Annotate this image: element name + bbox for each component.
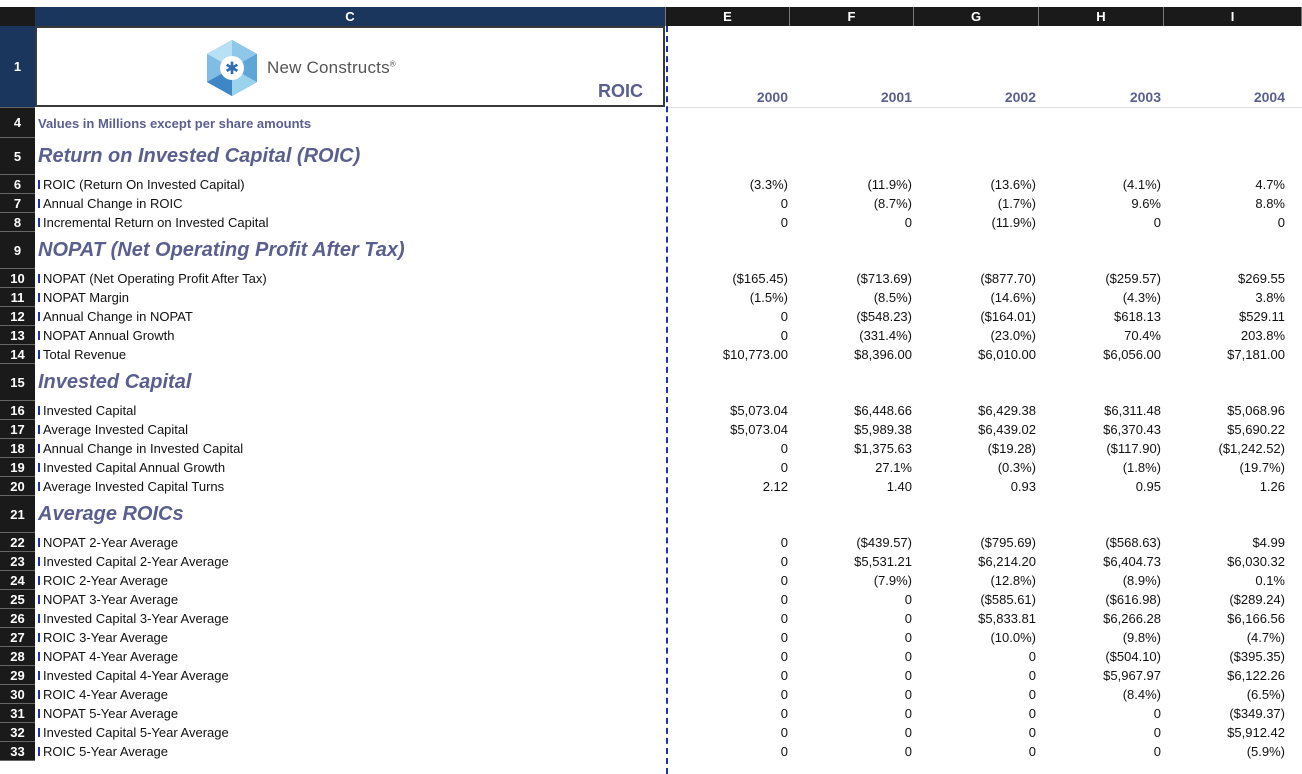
value-cell[interactable]: 0 xyxy=(780,630,788,645)
value-cell[interactable]: 203.8% xyxy=(1240,328,1285,343)
row-label-text: ROIC (Return On Invested Capital) xyxy=(43,177,245,192)
value-cell[interactable]: $6,404.73 xyxy=(1103,554,1161,569)
value-cell[interactable]: $4.99 xyxy=(1252,535,1285,550)
row-label-text: Total Revenue xyxy=(43,347,127,362)
cell-marker xyxy=(38,690,40,699)
row-label-text: NOPAT 3-Year Average xyxy=(43,592,179,607)
row-header-4[interactable]: 4 xyxy=(0,108,35,138)
value-cell[interactable]: 0 xyxy=(1153,215,1161,230)
row-label-text: Average Invested Capital xyxy=(43,422,189,437)
value-cell[interactable]: 0.95 xyxy=(1135,479,1161,494)
row-label-text: Annual Change in NOPAT xyxy=(43,309,193,324)
row-label[interactable] xyxy=(38,723,229,742)
row-header-6[interactable]: 6 xyxy=(0,175,35,194)
row-label-text: ROIC 2-Year Average xyxy=(43,573,169,588)
value-cell[interactable]: 0 xyxy=(780,649,788,664)
value-cell[interactable]: 0 xyxy=(904,215,912,230)
value-cell[interactable]: 0 xyxy=(780,535,788,550)
column-header-c[interactable]: C xyxy=(35,7,666,26)
value-cell[interactable]: (1.7%) xyxy=(997,196,1036,211)
row-header-20[interactable]: 20 xyxy=(0,477,35,496)
value-cell[interactable]: 0 xyxy=(780,460,788,475)
row-label-text: Average Invested Capital Turns xyxy=(43,479,225,494)
value-cell[interactable]: ($349.37) xyxy=(1229,706,1285,721)
row-label[interactable] xyxy=(38,742,168,761)
value-cell[interactable]: 0 xyxy=(904,649,912,664)
row-label[interactable] xyxy=(38,628,168,647)
value-cell[interactable]: (4.1%) xyxy=(1122,177,1161,192)
value-cell[interactable]: 0.1% xyxy=(1255,573,1285,588)
row-header-10[interactable]: 10 xyxy=(0,269,35,288)
row-label[interactable] xyxy=(38,307,193,326)
row-header-27[interactable]: 27 xyxy=(0,628,35,647)
value-cell[interactable]: 0 xyxy=(780,554,788,569)
value-cell[interactable]: (11.9%) xyxy=(991,215,1036,230)
row-label[interactable] xyxy=(38,175,245,194)
value-cell[interactable]: 0 xyxy=(904,592,912,607)
value-cell[interactable]: $618.13 xyxy=(1114,309,1161,324)
row-label-text: Incremental Return on Invested Capital xyxy=(43,215,269,230)
value-cell[interactable]: (1.5%) xyxy=(749,290,788,305)
row-label-text: ROIC 4-Year Average xyxy=(43,687,169,702)
row-label[interactable] xyxy=(38,401,136,420)
value-cell[interactable]: ($289.24) xyxy=(1229,592,1285,607)
column-header-g[interactable]: G xyxy=(914,7,1039,26)
value-cell[interactable]: 0 xyxy=(904,668,912,683)
row-header-15[interactable]: 15 xyxy=(0,364,35,401)
row-label[interactable] xyxy=(38,590,178,609)
cell-marker xyxy=(38,444,40,453)
value-cell[interactable]: 0 xyxy=(780,706,788,721)
row-label-text: Invested Capital 5-Year Average xyxy=(43,725,229,740)
value-cell[interactable]: ($568.63) xyxy=(1105,535,1161,550)
value-cell[interactable]: 27.1% xyxy=(875,460,912,475)
cell-marker xyxy=(38,557,40,566)
row-header-32[interactable]: 32 xyxy=(0,723,35,742)
value-cell[interactable]: (0.3%) xyxy=(997,460,1036,475)
value-cell[interactable]: $5,833.81 xyxy=(978,611,1036,626)
value-cell[interactable]: $6,311.48 xyxy=(1104,403,1161,418)
value-cell[interactable]: $1,375.63 xyxy=(854,441,912,456)
row-label-text: Invested Capital 4-Year Average xyxy=(43,668,229,683)
row-header-31[interactable]: 31 xyxy=(0,704,35,723)
row-header-9[interactable]: 9 xyxy=(0,232,35,269)
cell-marker xyxy=(38,747,40,756)
value-cell[interactable]: 0 xyxy=(780,215,788,230)
column-header-f[interactable]: F xyxy=(790,7,914,26)
value-cell[interactable]: (4.7%) xyxy=(1246,630,1285,645)
row-header-14[interactable]: 14 xyxy=(0,345,35,364)
row-label-text: Annual Change in Invested Capital xyxy=(43,441,244,456)
row-header-28[interactable]: 28 xyxy=(0,647,35,666)
row-label-text: Average ROICs xyxy=(38,503,184,525)
value-cell[interactable]: $5,912.42 xyxy=(1227,725,1285,740)
value-cell[interactable]: 2.12 xyxy=(762,479,788,494)
row-header-25[interactable]: 25 xyxy=(0,590,35,609)
value-cell[interactable]: 0 xyxy=(1153,725,1161,740)
value-cell[interactable]: (8.4%) xyxy=(1122,687,1161,702)
value-cell[interactable]: 3.8% xyxy=(1255,290,1285,305)
row-label[interactable] xyxy=(38,420,188,439)
row-label-text: Invested Capital 3-Year Average xyxy=(43,611,229,626)
section-heading[interactable] xyxy=(38,138,360,175)
value-cell[interactable]: 1.40 xyxy=(886,479,912,494)
row-header-21[interactable]: 21 xyxy=(0,496,35,533)
value-cell[interactable]: $6,056.00 xyxy=(1103,347,1161,362)
column-header-i[interactable]: I xyxy=(1164,7,1302,26)
value-cell[interactable]: $5,989.38 xyxy=(854,422,912,437)
value-cell[interactable]: (12.8%) xyxy=(990,573,1036,588)
row-label[interactable] xyxy=(38,345,126,364)
value-cell[interactable]: (23.0%) xyxy=(990,328,1036,343)
row-header-16[interactable]: 16 xyxy=(0,401,35,420)
value-cell[interactable]: 0 xyxy=(780,611,788,626)
row-label-text: Invested Capital 2-Year Average xyxy=(43,554,229,569)
row-label-text: NOPAT Annual Growth xyxy=(43,328,175,343)
value-cell[interactable]: $6,448.66 xyxy=(854,403,912,418)
value-cell[interactable]: (6.5%) xyxy=(1246,687,1285,702)
cell-marker xyxy=(38,709,40,718)
row-label-text: NOPAT 4-Year Average xyxy=(43,649,179,664)
value-cell[interactable]: $6,214.20 xyxy=(978,554,1036,569)
row-header-19[interactable]: 19 xyxy=(0,458,35,477)
cell-marker xyxy=(38,576,40,585)
value-cell[interactable]: 0.93 xyxy=(1010,479,1036,494)
value-cell[interactable]: 0 xyxy=(780,309,788,324)
value-cell[interactable]: ($616.98) xyxy=(1105,592,1161,607)
row-label[interactable] xyxy=(38,269,267,288)
value-cell[interactable]: 0 xyxy=(1153,706,1161,721)
row-label[interactable] xyxy=(38,458,225,477)
value-cell[interactable]: 0 xyxy=(1028,668,1036,683)
row-label[interactable] xyxy=(38,533,178,552)
row-label[interactable] xyxy=(38,647,178,666)
header-divider xyxy=(666,107,1302,108)
row-label[interactable] xyxy=(38,571,168,590)
column-header-e[interactable]: E xyxy=(666,7,790,26)
cell-marker xyxy=(38,482,40,491)
value-cell[interactable]: 0 xyxy=(780,668,788,683)
sheet-title: ROIC xyxy=(598,81,643,101)
row-header-7[interactable]: 7 xyxy=(0,194,35,213)
value-cell[interactable]: (331.4%) xyxy=(859,328,912,343)
cell-marker xyxy=(38,180,40,189)
value-cell[interactable]: (19.7%) xyxy=(1239,460,1285,475)
row-header-5[interactable]: 5 xyxy=(0,138,35,175)
row-label[interactable] xyxy=(38,326,175,345)
value-cell[interactable]: (10.0%) xyxy=(990,630,1036,645)
row-header-29[interactable]: 29 xyxy=(0,666,35,685)
value-cell[interactable]: $5,967.97 xyxy=(1103,668,1161,683)
row-label-text: Invested Capital xyxy=(38,371,192,393)
cell-marker xyxy=(38,425,40,434)
value-cell[interactable]: $8,396.00 xyxy=(854,347,912,362)
value-cell[interactable]: 0 xyxy=(1277,215,1285,230)
cell-marker xyxy=(38,350,40,359)
row-header-12[interactable]: 12 xyxy=(0,307,35,326)
select-all-corner[interactable] xyxy=(0,7,35,26)
value-cell[interactable]: 0 xyxy=(780,744,788,759)
value-cell[interactable]: ($548.23) xyxy=(856,309,912,324)
value-cell[interactable]: (3.3%) xyxy=(749,177,788,192)
value-cell[interactable]: 4.7% xyxy=(1255,177,1285,192)
row-header-18[interactable]: 18 xyxy=(0,439,35,458)
value-cell[interactable]: (8.9%) xyxy=(1122,573,1161,588)
value-cell[interactable]: 0 xyxy=(780,328,788,343)
row-header-33[interactable]: 33 xyxy=(0,742,35,761)
value-cell[interactable]: 0 xyxy=(780,573,788,588)
value-cell[interactable]: (8.5%) xyxy=(873,290,912,305)
value-cell[interactable]: 1.26 xyxy=(1259,479,1285,494)
value-cell[interactable]: 0 xyxy=(1028,706,1036,721)
section-heading[interactable] xyxy=(38,232,405,269)
logo-cell[interactable] xyxy=(35,26,665,107)
value-cell[interactable]: (11.9%) xyxy=(867,177,912,192)
year-header-2000[interactable]: 2000 xyxy=(756,89,788,105)
row-label[interactable] xyxy=(38,704,178,723)
cell-marker xyxy=(38,614,40,623)
cell-marker xyxy=(38,652,40,661)
row-label-text: Return on Invested Capital (ROIC) xyxy=(38,145,361,167)
row-label-text: Invested Capital xyxy=(43,403,137,418)
row-label-text: NOPAT 5-Year Average xyxy=(43,706,179,721)
value-cell[interactable]: $6,429.38 xyxy=(978,403,1036,418)
year-header-2004[interactable]: 2004 xyxy=(1253,89,1285,105)
value-cell[interactable]: 0 xyxy=(780,725,788,740)
value-cell[interactable]: ($165.45) xyxy=(732,271,788,286)
value-cell[interactable]: ($877.70) xyxy=(980,271,1036,286)
value-cell[interactable]: ($19.28) xyxy=(987,441,1036,456)
value-cell[interactable]: ($395.35) xyxy=(1229,649,1285,664)
row-label[interactable] xyxy=(38,666,229,685)
value-cell[interactable]: 0 xyxy=(904,706,912,721)
page-break-line xyxy=(666,26,668,774)
value-cell[interactable]: $6,122.26 xyxy=(1227,668,1285,683)
row-label-text: ROIC 5-Year Average xyxy=(43,744,169,759)
value-cell[interactable]: 0 xyxy=(1153,744,1161,759)
row-label[interactable] xyxy=(38,685,168,704)
value-cell[interactable]: (7.9%) xyxy=(873,573,912,588)
column-header-h[interactable]: H xyxy=(1039,7,1164,26)
value-cell[interactable]: 0 xyxy=(780,196,788,211)
value-cell[interactable]: $10,773.00 xyxy=(722,347,788,362)
value-cell[interactable]: $6,370.43 xyxy=(1103,422,1161,437)
cell-marker xyxy=(38,274,40,283)
row-label-text: NOPAT (Net Operating Profit After Tax) xyxy=(38,239,405,261)
value-cell[interactable]: 0 xyxy=(1028,687,1036,702)
section-heading[interactable] xyxy=(38,496,184,533)
value-cell[interactable]: $6,010.00 xyxy=(978,347,1036,362)
value-cell[interactable]: 0 xyxy=(904,611,912,626)
value-cell[interactable]: 0 xyxy=(1028,744,1036,759)
row-label[interactable] xyxy=(38,552,229,571)
row-label[interactable] xyxy=(38,194,182,213)
value-cell[interactable]: 9.6% xyxy=(1131,196,1161,211)
row-label-text: NOPAT (Net Operating Profit After Tax) xyxy=(43,271,267,286)
hexagon-asterisk-icon xyxy=(203,38,261,98)
value-cell[interactable]: $5,068.96 xyxy=(1227,403,1285,418)
row-header-30[interactable]: 30 xyxy=(0,685,35,704)
value-cell[interactable]: (13.6%) xyxy=(990,177,1036,192)
logo xyxy=(203,38,396,98)
value-cell[interactable]: 0 xyxy=(780,687,788,702)
row-label[interactable] xyxy=(38,439,243,458)
value-cell[interactable]: 0 xyxy=(904,687,912,702)
value-cell[interactable]: ($713.69) xyxy=(856,271,912,286)
value-cell[interactable]: (1.8%) xyxy=(1122,460,1161,475)
row-header-26[interactable]: 26 xyxy=(0,609,35,628)
value-cell[interactable]: (14.6%) xyxy=(990,290,1036,305)
value-cell[interactable]: 0 xyxy=(780,592,788,607)
year-header-2002[interactable]: 2002 xyxy=(1004,89,1036,105)
value-cell[interactable]: $5,531.21 xyxy=(854,554,912,569)
value-cell[interactable]: ($117.90) xyxy=(1106,441,1161,456)
cell-marker xyxy=(38,595,40,604)
value-cell[interactable]: $6,030.32 xyxy=(1227,554,1285,569)
cell-marker xyxy=(38,331,40,340)
cell-marker xyxy=(38,406,40,415)
row-header-8[interactable]: 8 xyxy=(0,213,35,232)
cell-marker xyxy=(38,312,40,321)
value-cell[interactable]: ($585.61) xyxy=(980,592,1036,607)
section-heading[interactable] xyxy=(38,364,191,401)
cell-marker xyxy=(38,671,40,680)
row-label-text: ROIC 3-Year Average xyxy=(43,630,169,645)
value-cell[interactable]: ($1,242.52) xyxy=(1218,441,1285,456)
row-header-23[interactable]: 23 xyxy=(0,552,35,571)
value-cell[interactable]: $5,073.04 xyxy=(730,422,788,437)
row-header-13[interactable]: 13 xyxy=(0,326,35,345)
value-cell[interactable]: (5.9%) xyxy=(1246,744,1285,759)
value-cell[interactable]: ($164.01) xyxy=(980,309,1036,324)
value-cell[interactable]: $269.55 xyxy=(1238,271,1285,286)
value-cell[interactable]: $6,266.28 xyxy=(1103,611,1161,626)
value-cell[interactable]: 0 xyxy=(1028,725,1036,740)
year-header-2001[interactable]: 2001 xyxy=(880,89,912,105)
row-label-text: NOPAT Margin xyxy=(43,290,129,305)
cell-marker xyxy=(38,463,40,472)
value-cell[interactable]: $7,181.00 xyxy=(1227,347,1285,362)
value-cell[interactable]: 70.4% xyxy=(1124,328,1161,343)
row-label[interactable] xyxy=(38,213,268,232)
logo-text: New Constructs® xyxy=(267,58,396,77)
svg-text:✱: ✱ xyxy=(224,59,240,79)
row-header-1[interactable]: 1 xyxy=(0,26,35,108)
row-label-text: Invested Capital Annual Growth xyxy=(43,460,226,475)
value-cell[interactable]: 0 xyxy=(780,441,788,456)
value-cell[interactable]: $5,073.04 xyxy=(730,403,788,418)
row-label[interactable] xyxy=(38,288,129,307)
cell-marker xyxy=(38,199,40,208)
value-cell[interactable]: 0 xyxy=(1028,649,1036,664)
row-label-text: Annual Change in ROIC xyxy=(43,196,183,211)
value-cell[interactable]: 0 xyxy=(904,630,912,645)
row-label-text: NOPAT 2-Year Average xyxy=(43,535,179,550)
value-cell[interactable]: $5,690.22 xyxy=(1227,422,1285,437)
value-cell[interactable]: ($259.57) xyxy=(1105,271,1161,286)
value-cell[interactable]: ($439.57) xyxy=(856,535,912,550)
value-cell[interactable]: (9.8%) xyxy=(1122,630,1161,645)
units-note[interactable] xyxy=(38,108,311,138)
cell-marker xyxy=(38,293,40,302)
value-cell[interactable]: (8.7%) xyxy=(873,196,912,211)
row-header-24[interactable]: 24 xyxy=(0,571,35,590)
cell-marker xyxy=(38,728,40,737)
value-cell[interactable]: $6,166.56 xyxy=(1227,611,1285,626)
value-cell[interactable]: ($504.10) xyxy=(1105,649,1161,664)
value-cell[interactable]: $529.11 xyxy=(1238,309,1285,324)
row-label[interactable] xyxy=(38,477,224,496)
cell-marker xyxy=(38,218,40,227)
value-cell[interactable]: 0 xyxy=(904,725,912,740)
row-header-22[interactable]: 22 xyxy=(0,533,35,552)
top-margin xyxy=(0,0,1302,7)
value-cell[interactable]: $6,439.02 xyxy=(978,422,1036,437)
year-header-2003[interactable]: 2003 xyxy=(1129,89,1161,105)
row-header-11[interactable]: 11 xyxy=(0,288,35,307)
value-cell[interactable]: 0 xyxy=(904,744,912,759)
row-label-text: Values in Millions except per share amounts xyxy=(38,115,312,131)
value-cell[interactable]: 8.8% xyxy=(1255,196,1285,211)
value-cell[interactable]: ($795.69) xyxy=(980,535,1036,550)
value-cell[interactable]: (4.3%) xyxy=(1122,290,1161,305)
row-label[interactable] xyxy=(38,609,229,628)
row-header-17[interactable]: 17 xyxy=(0,420,35,439)
cell-marker xyxy=(38,633,40,642)
cell-marker xyxy=(38,538,40,547)
